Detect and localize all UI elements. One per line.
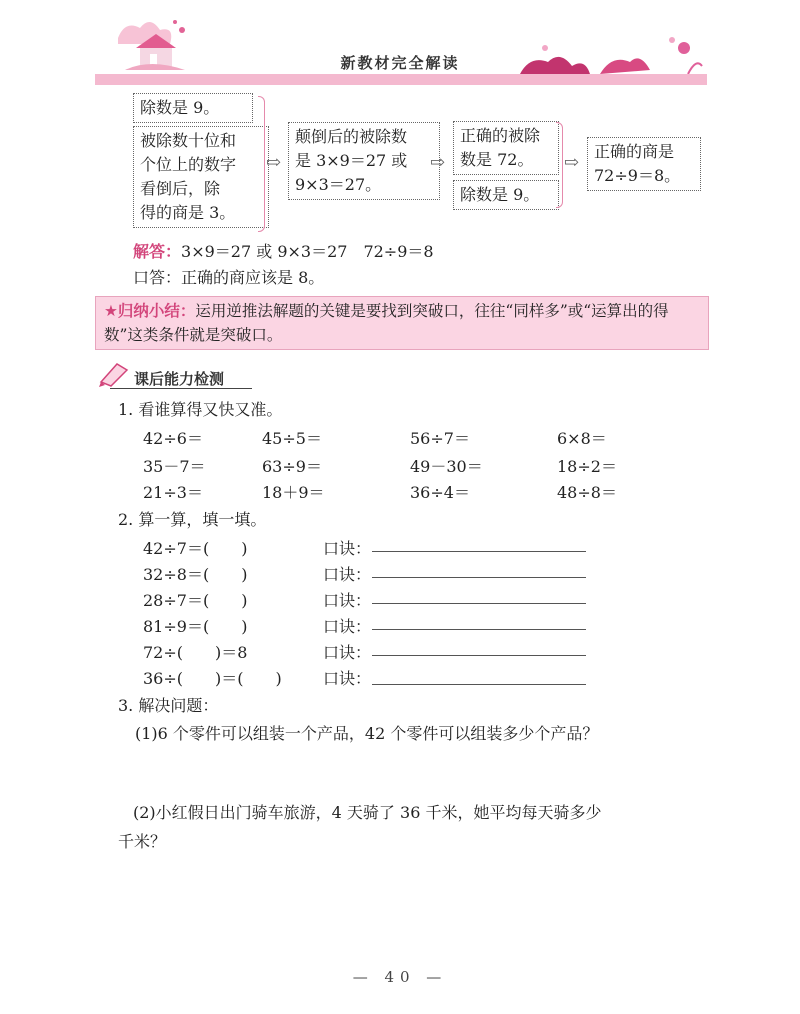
box-line: 颠倒后的被除数: [295, 127, 408, 146]
q1-item: 49－30＝: [410, 457, 483, 476]
section-underline: [110, 388, 252, 389]
q1-item: 36÷4＝: [410, 483, 470, 502]
box-line: 是 3×9＝27 或: [295, 151, 408, 170]
answer-text: 3×9＝27 或 9×3＝27 72÷9＝8: [181, 242, 434, 261]
summary-text: 运用逆推法解题的关键是要找到突破口，往往“同样多”或“运算出的得数”这类条件就是突破口。: [104, 302, 669, 344]
header-decoration: [0, 0, 800, 100]
box-line: 个位上的数字: [140, 155, 237, 174]
answer-blank-line[interactable]: [372, 684, 586, 685]
q2-label: 口诀：: [323, 669, 372, 688]
header-bar: [95, 74, 707, 85]
header-title: 新教材完全解读: [340, 54, 460, 72]
diagram-box-divisor-2: [453, 180, 559, 210]
q2-expression: 42÷7＝( ): [143, 539, 248, 558]
page-number: — 40 —: [352, 968, 448, 986]
q3-title: 3. 解决问题：: [118, 696, 219, 715]
box-line: 9×3＝27。: [295, 175, 382, 194]
q2-expression: 72÷( )＝8: [143, 643, 248, 662]
answer-blank-line[interactable]: [372, 577, 586, 578]
diagram-box-divisor: [133, 93, 253, 123]
q2-label: 口诀：: [323, 539, 372, 558]
q1-item: 35－7＝: [143, 457, 206, 476]
summary-box: [95, 296, 709, 350]
right-bracket: [556, 122, 563, 208]
arrow-icon: ⇨: [564, 152, 580, 173]
box-line: 正确的被除: [460, 126, 541, 145]
q2-label: 口诀：: [323, 643, 372, 662]
q2-title: 2. 算一算，填一填。: [118, 510, 267, 529]
q2-expression: 81÷9＝( ): [143, 617, 248, 636]
diagram-box-reversed: [133, 126, 269, 228]
pencil-note-icon: [97, 360, 131, 388]
diagram-box-result: [587, 137, 701, 191]
box-line: 得的商是 3。: [140, 203, 236, 222]
answer-blank-line[interactable]: [372, 551, 586, 552]
answer-blank-line[interactable]: [372, 629, 586, 630]
answer-label: 解答：: [133, 242, 182, 261]
q1-item: 48÷8＝: [557, 483, 617, 502]
q1-item: 45÷5＝: [262, 429, 322, 448]
q3-problem-2-line1: (2)小红假日出门骑车旅游，4 天骑了 36 千米，她平均每天骑多少: [133, 803, 602, 822]
oral-answer: 口答：正确的商应该是 8。: [133, 268, 325, 287]
q1-item: 6×8＝: [557, 429, 607, 448]
q2-label: 口诀：: [323, 565, 372, 584]
answer-blank-line[interactable]: [372, 603, 586, 604]
q1-title: 1. 看谁算得又快又准。: [118, 400, 283, 419]
arrow-icon: ⇨: [430, 152, 446, 173]
summary-label: ★归纳小结：: [104, 302, 196, 320]
box-line: 数是 72。: [460, 150, 534, 169]
q1-item: 18÷2＝: [557, 457, 617, 476]
diagram-box-reversed-dividend: [288, 122, 440, 200]
q1-item: 42÷6＝: [143, 429, 203, 448]
answer-blank-line[interactable]: [372, 655, 586, 656]
box-line: 看倒后，除: [140, 179, 221, 198]
q3-problem-2-line2: 千米？: [118, 832, 167, 851]
box-line: 72÷9＝8。: [594, 166, 681, 185]
summary-content: [104, 299, 700, 347]
answer-line: [133, 240, 434, 264]
q1-item: 56÷7＝: [410, 429, 470, 448]
q1-item: 21÷3＝: [143, 483, 203, 502]
diagram-box-correct-dividend: [453, 121, 559, 175]
box-line: 除数是 9。: [460, 185, 540, 204]
q1-item: 18＋9＝: [262, 483, 325, 502]
q2-label: 口诀：: [323, 617, 372, 636]
q2-expression: 36÷( )＝( ): [143, 669, 282, 688]
q2-expression: 28÷7＝( ): [143, 591, 248, 610]
section-title: 课后能力检测: [134, 370, 225, 388]
q3-problem-1: (1)6 个零件可以组装一个产品，42 个零件可以组装多少个产品？: [135, 724, 599, 743]
arrow-icon: ⇨: [266, 152, 282, 173]
q2-label: 口诀：: [323, 591, 372, 610]
q2-expression: 32÷8＝( ): [143, 565, 248, 584]
left-bracket: [258, 96, 265, 232]
box-line: 正确的商是: [594, 142, 675, 161]
divisor-text: 除数是 9。: [140, 98, 220, 117]
box-line: 被除数十位和: [140, 131, 237, 150]
q1-item: 63÷9＝: [262, 457, 322, 476]
